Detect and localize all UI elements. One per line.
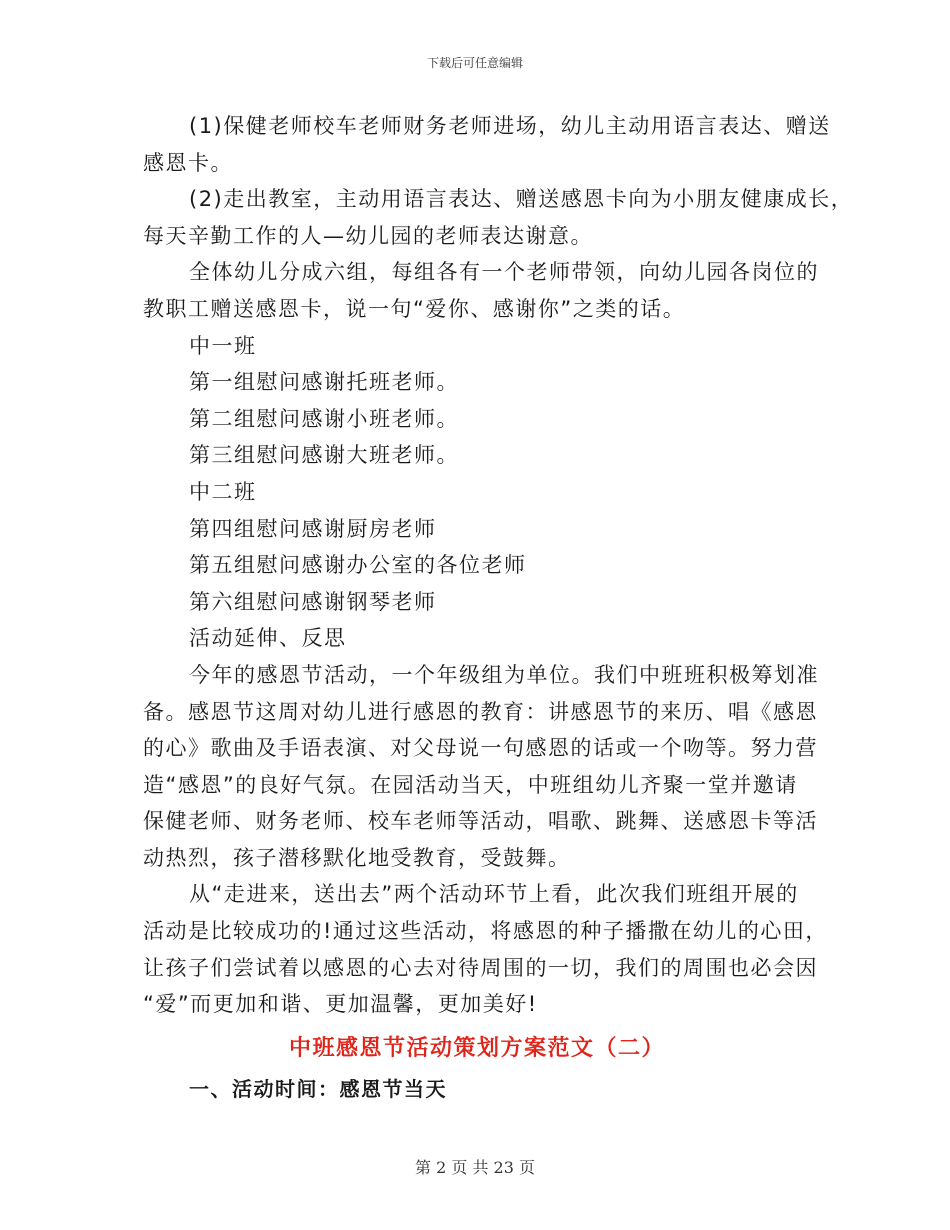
text-line: 第一组慰问感谢托班老师。 xyxy=(189,370,459,395)
page-header: 下载后可任意编辑 xyxy=(426,56,523,70)
text-line: 活动延伸、反思 xyxy=(189,626,347,651)
text-line: 的心》歌曲及手语表演、对父母说一句感恩的话或一个吻等。努力营 xyxy=(143,736,818,761)
text-line: 让孩子们尝试着以感恩的心去对待周围的一切，我们的周围也必会因 xyxy=(143,955,818,980)
text-line: “爱”而更加和谐、更加温馨，更加美好! xyxy=(143,992,538,1017)
text-line: 保健老师、财务老师、校车老师等活动，唱歌、跳舞、送感恩卡等活 xyxy=(143,809,818,834)
section-title: 中班感恩节活动策划方案范文（二） xyxy=(288,1035,665,1061)
text-line: 中一班 xyxy=(189,333,257,358)
text-line: 中二班 xyxy=(189,479,257,504)
text-line: 活动是比较成功的!通过这些活动，将感恩的种子播撒在幼儿的心田， xyxy=(143,919,828,944)
document-body xyxy=(143,108,854,1109)
text-line: (1)保健老师校车老师财务老师进场，幼儿主动用语言表达、赠送 xyxy=(189,114,831,138)
text-line: 第三组慰问感谢大班老师。 xyxy=(189,443,459,468)
text-line: 感恩卡。 xyxy=(143,150,233,175)
text-line: 今年的感恩节活动，一个年级组为单位。我们中班班积极筹划准 xyxy=(189,662,819,687)
text-line: 第五组慰问感谢办公室的各位老师 xyxy=(189,553,527,578)
text-line: 第六组慰问感谢钢琴老师 xyxy=(189,589,437,614)
text-line: 每天辛勤工作的人—幼儿园的老师表达谢意。 xyxy=(143,223,593,248)
text-line: 造“感恩”的良好气氛。在园活动当天，中班组幼儿齐聚一堂并邀请 xyxy=(143,772,798,797)
paragraph-lines xyxy=(143,108,854,1023)
section-subheading: 一、活动时间：感恩节当天 xyxy=(189,1076,447,1101)
text-line: 全体幼儿分成六组，每组各有一个老师带领，向幼儿园各岗位的 xyxy=(189,260,819,285)
text-line: 动热烈，孩子潜移默化地受教育，受鼓舞。 xyxy=(143,845,571,870)
text-line: (2)走出教室，主动用语言表达、赠送感恩卡向为小朋友健康成长， xyxy=(189,187,854,212)
page-footer: 第 2 页 共 23 页 xyxy=(415,1158,535,1177)
text-line: 第四组慰问感谢厨房老师 xyxy=(189,516,437,541)
text-line: 教职工赠送感恩卡，说一句“爱你、感谢你”之类的话。 xyxy=(143,296,686,321)
text-line: 从“走进来，送出去”两个活动环节上看，此次我们班组开展的 xyxy=(189,882,799,907)
text-line: 备。感恩节这周对幼儿进行感恩的教育：讲感恩节的来历、唱《感恩 xyxy=(143,699,818,724)
text-line: 第二组慰问感谢小班老师。 xyxy=(189,406,459,431)
